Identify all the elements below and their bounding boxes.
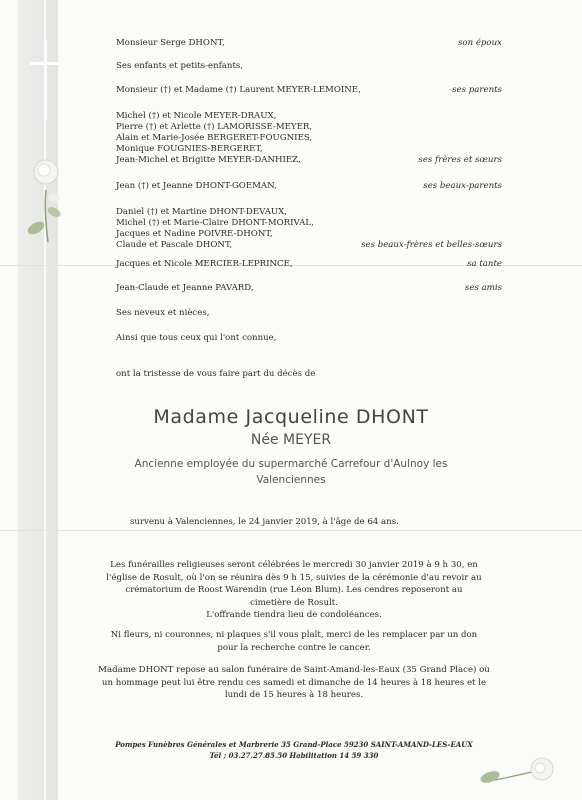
funeral-home-footer: [84, 739, 504, 761]
relation-label: sa tante: [467, 259, 502, 269]
relation-label: ses beaux-frères et belles-sœurs: [361, 240, 502, 250]
family-name: Claude et Pascale DHONT,: [116, 240, 233, 250]
flowers-line: pour la recherche contre le cancer.: [217, 642, 371, 653]
family-name: Jean (†) et Jeanne DHONT-GOEMAN,: [116, 181, 277, 191]
cross-vertical: [44, 40, 47, 120]
family-name: Jean-Claude et Jeanne PAVARD,: [116, 283, 254, 293]
rose-flower-icon: [24, 150, 74, 245]
funeral-line: l'église de Rosult, où l'on se réunira dès 9 h 15, suivies de la cérémonie d'au revoir au: [106, 572, 482, 583]
flowers-line: Ni fleurs, ni couronnes, ni plaques s'il vous plaît, merci de les remplacer par un don: [110, 630, 478, 640]
relation-label: son époux: [458, 38, 502, 48]
family-group: [116, 207, 314, 240]
funeral-line: L'offrande tiendra lieu de condoléances.: [206, 610, 382, 620]
salon-line: lundi de 15 heures à 18 heures.: [224, 690, 364, 700]
cross-horizontal: [30, 62, 60, 65]
family-name: Ainsi que tous ceux qui l'ont connue,: [116, 333, 277, 343]
family-name: Michel (†) et Nicole MEYER-DRAUX,: [116, 111, 277, 121]
footer-phone: Tél ; 03.27.27.85.50 Habilitation 14 59 330: [209, 751, 379, 760]
family-name: Pierre (†) et Arlette (†) LAMORISSE-MEYER,: [116, 122, 313, 132]
relation-label: ses parents: [452, 85, 502, 95]
funeral-line: Les funérailles religieuses seront célébrées le mercredi 30 janvier 2019 à 9 h 30, en: [110, 560, 478, 570]
left-decorative-strip: [18, 0, 58, 800]
maiden-name: Née MEYER: [250, 432, 332, 448]
salon-line: un hommage peut lui être rendu ces samedi et dimanche de 14 heures à 18 heures et le: [101, 677, 487, 688]
family-name: Jacques et Nicole MERCIER-LEPRINCE,: [116, 259, 293, 269]
relation-label: ses amis: [464, 283, 502, 293]
family-name: Monsieur (†) et Madame (†) Laurent MEYER-LEMOINE,: [116, 85, 361, 95]
relation-label: ses frères et sœurs: [418, 155, 502, 165]
flowers-paragraph: [84, 629, 504, 654]
family-name: Alain et Marie-Josée BERGERET-FOUGNIES,: [116, 133, 313, 143]
occupation-line: Valenciennes: [256, 474, 326, 486]
salon-paragraph: [84, 664, 504, 702]
funeral-paragraph: [84, 559, 504, 622]
family-name: Michel (†) et Marie-Claire DHONT-MORIVAL,: [116, 218, 314, 228]
death-info: survenu à Valenciennes, le 24 janvier 2019, à l'âge de 64 ans.: [130, 517, 399, 527]
funeral-line: cimetière de Rosult.: [250, 597, 338, 608]
family-group: [116, 111, 312, 155]
relation-label: ses beaux-parents: [423, 181, 502, 191]
family-name: Monique FOUGNIES-BERGERET,: [116, 144, 263, 154]
footer-address: Pompes Funèbres Générales et Marbrerie 35 Grand-Place 59230 SAINT-AMAND-LES-EAUX: [115, 740, 473, 749]
family-name: Monsieur Serge DHONT,: [116, 38, 225, 48]
salon-line: Madame DHONT repose au salon funéraire de Saint-Amand-les-Eaux (35 Grand Place) où: [98, 665, 490, 675]
family-name: Jacques et Nadine POIVRE-DHONT,: [116, 229, 273, 239]
deceased-name: Madame Jacqueline DHONT: [153, 406, 429, 428]
announcement-text: ont la tristesse de vous faire part du décès de: [116, 369, 316, 379]
strip-divider: [44, 0, 46, 800]
paper-fold-line: [0, 530, 582, 531]
rose-flower-icon: [470, 755, 560, 795]
family-name: Daniel (†) et Martine DHONT-DEVAUX,: [116, 207, 288, 217]
family-name: Jean-Michel et Brigitte MEYER-DANHIEZ,: [116, 155, 301, 165]
funeral-line: crématorium de Roost Warendin (rue Léon Blum). Les cendres reposeront au: [125, 585, 463, 595]
family-name: Ses neveux et nièces,: [116, 308, 210, 318]
occupation-line: Ancienne employée du supermarché Carrefour d'Aulnoy les: [134, 458, 448, 470]
family-name: Ses enfants et petits-enfants,: [116, 61, 244, 71]
